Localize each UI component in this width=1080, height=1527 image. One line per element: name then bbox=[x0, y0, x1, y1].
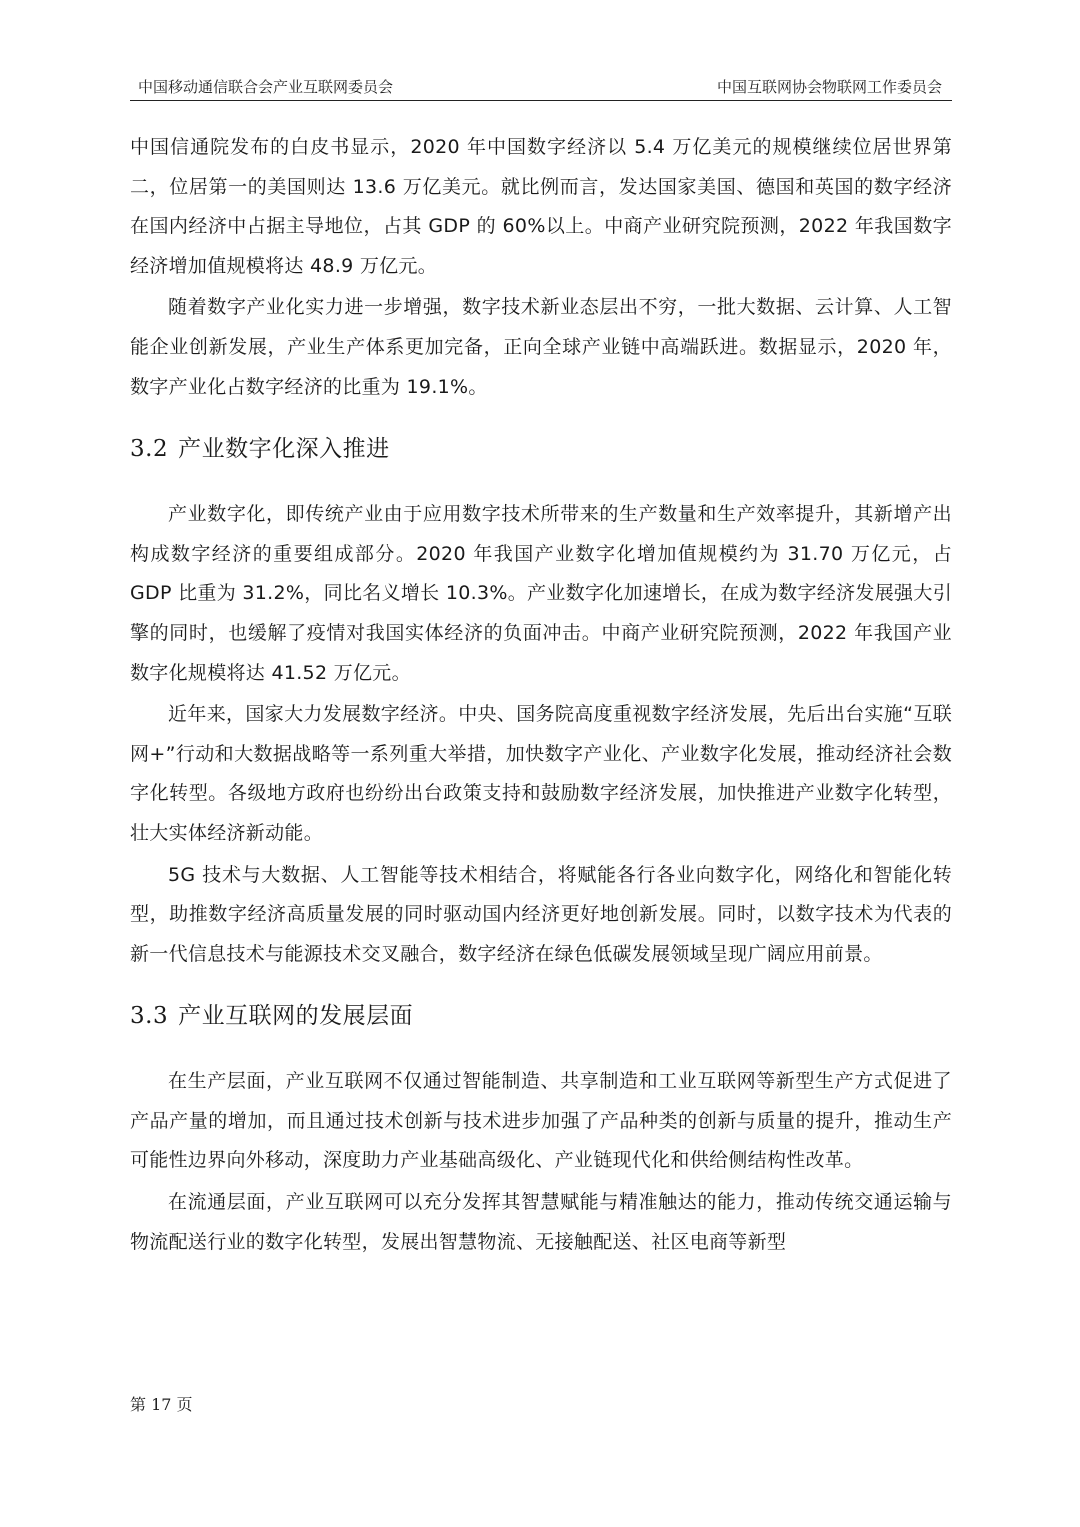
section-title: 产业数字化深入推进 bbox=[178, 436, 390, 463]
paragraph: 在流通层面，产业互联网可以充分发挥其智慧赋能与精准触达的能力，推动传统交通运输与物流配送行业的数字化转型，发展出智慧物流、无接触配送、社区电商等新型 bbox=[130, 1191, 952, 1253]
page-footer bbox=[130, 1392, 193, 1415]
page-number: 第 17 页 bbox=[130, 1395, 193, 1414]
section-number: 3.2 bbox=[130, 436, 169, 463]
paragraph: 在生产层面，产业互联网不仅通过智能制造、共享制造和工业互联网等新型生产方式促进了产品产量的增加，而且通过技术创新与技术进步加强了产品种类的创新与质量的提升，推动生产可能性边界向外移动，深度助力产业基础高级化、产业链现代化和供给侧结构性改革。 bbox=[130, 1070, 952, 1172]
paragraph: 中国信通院发布的白皮书显示，2020 年中国数字经济以 5.4 万亿美元的规模继续位居世界第二，位居第一的美国则达 13.6 万亿美元。就比例而言，发达国家美国、德国和英国的数字经济在国内经济中占据主导地位，占其 GDP 的 60%以上。中商产业研究院预测，2022 年我国数字经济增加值规模将达 48.9 万亿元。 bbox=[130, 136, 952, 277]
paragraph: 随着数字产业化实力进一步增强，数字技术新业态层出不穷，一批大数据、云计算、人工智能企业创新发展，产业生产体系更加完备，正向全球产业链中高端跃进。数据显示，2020 年，数字产业化占数字经济的比重为 19.1%。 bbox=[130, 296, 952, 398]
header-right-org: 中国互联网协会物联网工作委员会 bbox=[716, 78, 942, 96]
paragraph: 5G 技术与大数据、人工智能等技术相结合，将赋能各行各业向数字化，网络化和智能化转型，助推数字经济高质量发展的同时驱动国内经济更好地创新发展。同时，以数字技术为代表的新一代信息技术与能源技术交叉融合，数字经济在绿色低碳发展领域呈现广阔应用前景。 bbox=[130, 863, 952, 965]
section-title: 产业互联网的发展层面 bbox=[178, 1003, 414, 1030]
section-number: 3.3 bbox=[130, 1003, 169, 1030]
document-body bbox=[130, 128, 952, 1264]
header-left-org: 中国移动通信联合会产业互联网委员会 bbox=[138, 78, 394, 96]
page-header bbox=[130, 76, 952, 101]
paragraph: 近年来，国家大力发展数字经济。中央、国务院高度重视数字经济发展，先后出台实施“互联网+”行动和大数据战略等一系列重大举措，加快数字产业化、产业数字化发展，推动经济社会数字化转型。各级地方政府也纷纷出台政策支持和鼓励数字经济发展，加快推进产业数字化转型，壮大实体经济新动能。 bbox=[130, 703, 952, 844]
section-heading-3-3 bbox=[130, 996, 952, 1036]
section-heading-3-2 bbox=[130, 429, 952, 469]
paragraph: 产业数字化，即传统产业由于应用数字技术所带来的生产数量和生产效率提升，其新增产出构成数字经济的重要组成部分。2020 年我国产业数字化增加值规模约为 31.70 万亿元，占 GDP 比重为 31.2%，同比名义增长 10.3%。产业数字化加速增长，在成为数字经济发展强大引擎的同时，也缓解了疫情对我国实体经济的负面冲击。中商产业研究院预测，2022 年我国产业数字化规模将达 41.52 万亿元。 bbox=[130, 503, 952, 684]
